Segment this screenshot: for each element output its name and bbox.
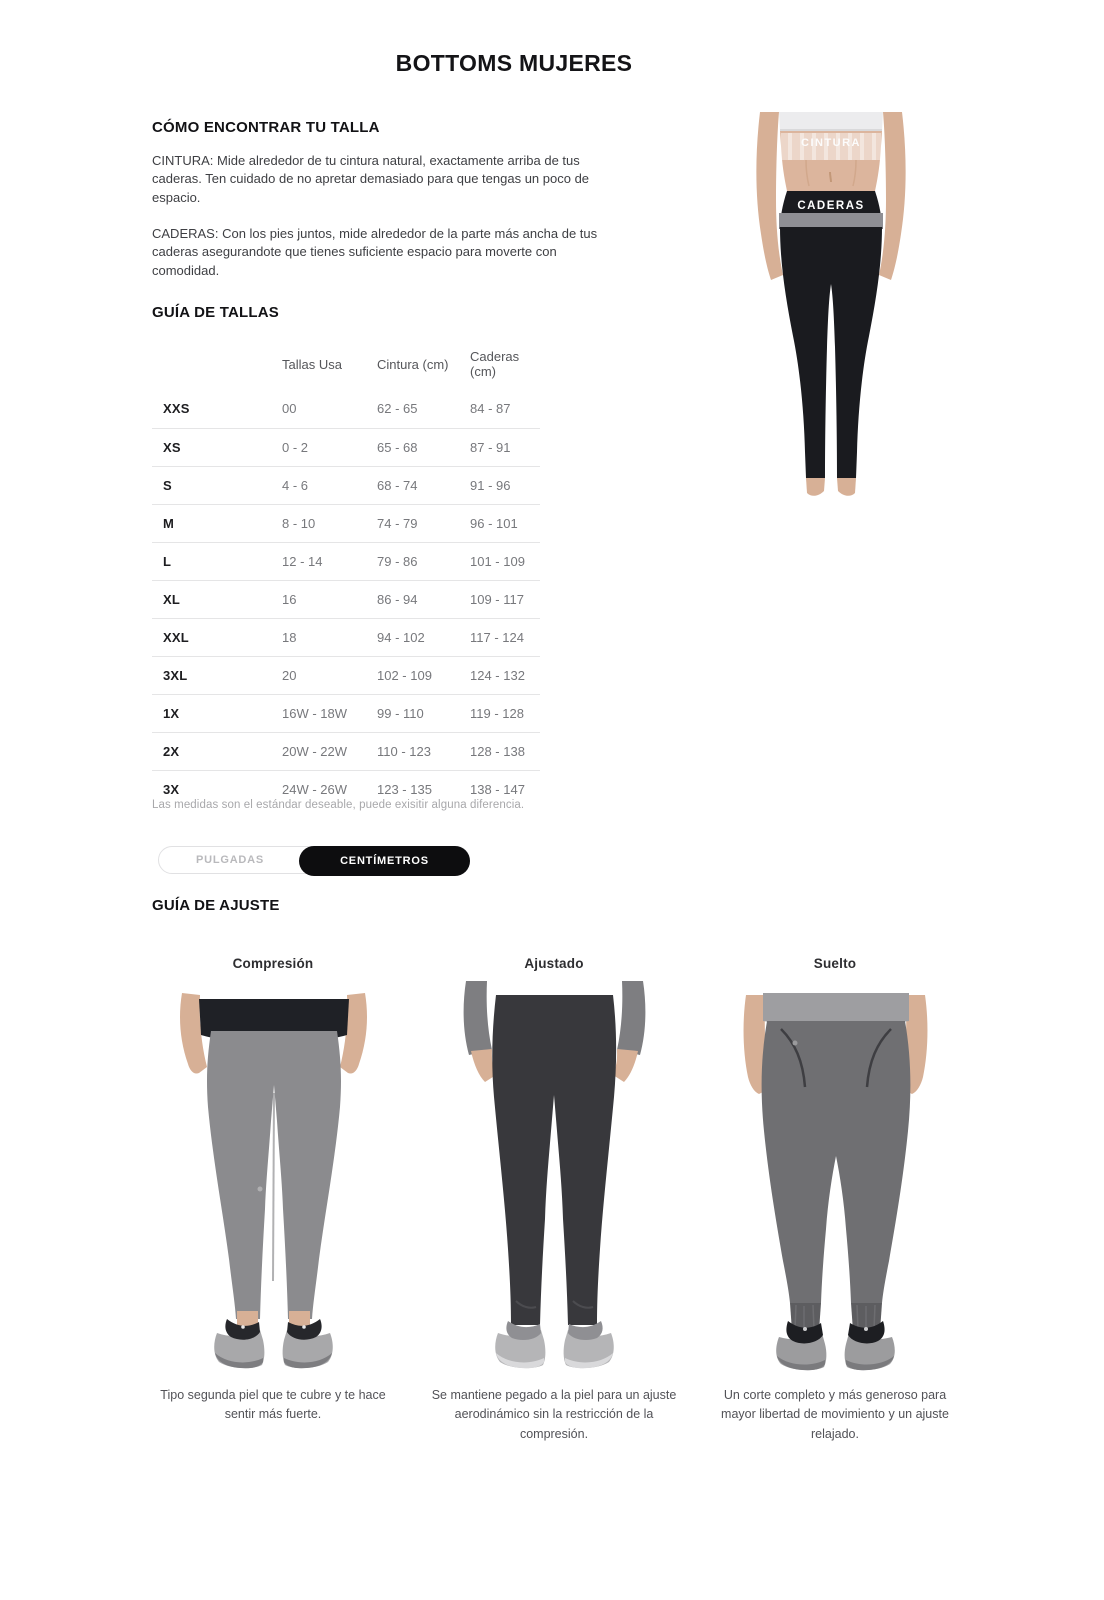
right-shoe-image (282, 1319, 332, 1368)
fit-loose-image (733, 981, 938, 1376)
hips-column-header: Caderas (cm) (470, 349, 520, 379)
waist-value: 62 - 65 (377, 390, 470, 428)
size-table-row (152, 580, 540, 618)
us-size-value: 00 (282, 390, 377, 428)
waist-value: 68 - 74 (377, 466, 470, 504)
hips-value: 87 - 91 (470, 428, 540, 466)
fit-compression-description: Tipo segunda piel que te cubre y te hace sentir más fuerte. (160, 1388, 386, 1422)
left-shoe-image (214, 1319, 264, 1368)
fit-guide-row (138, 956, 970, 1444)
size-label: XXL (152, 618, 282, 656)
waist-column-header: Cintura (cm) (377, 356, 449, 372)
hips-value: 96 - 101 (470, 504, 540, 542)
size-label: L (152, 542, 282, 580)
size-table-row (152, 732, 540, 770)
us-size-value: 18 (282, 618, 377, 656)
waist-value: 102 - 109 (377, 656, 470, 694)
fit-compression-column (138, 956, 408, 1444)
size-label: S (152, 466, 282, 504)
hips-value: 128 - 138 (470, 732, 540, 770)
waist-value: 94 - 102 (377, 618, 470, 656)
size-table-row (152, 618, 540, 656)
size-label: XL (152, 580, 282, 618)
us-size-value: 16W - 18W (282, 694, 377, 732)
fit-fitted-column (419, 956, 689, 1444)
size-label: 3X (163, 781, 180, 797)
size-table-header-row (152, 343, 540, 390)
size-column-header (152, 343, 282, 390)
hips-value: 124 - 132 (470, 656, 540, 694)
hips-value: 138 - 147 (470, 781, 525, 797)
waist-value: 110 - 123 (377, 732, 470, 770)
hips-value: 84 - 87 (470, 390, 540, 428)
size-label: 1X (152, 694, 282, 732)
fit-fitted-label: Ajustado (524, 956, 584, 971)
hips-value: 119 - 128 (470, 694, 540, 732)
waist-value: 86 - 94 (377, 580, 470, 618)
hips-value: 101 - 109 (470, 542, 540, 580)
us-size-value: 4 - 6 (282, 466, 377, 504)
us-size-column-header: Tallas Usa (282, 356, 342, 372)
measurement-figure-image (748, 112, 914, 498)
fit-loose-label: Suelto (813, 956, 857, 971)
right-shoe-image (844, 1321, 894, 1370)
size-label: XS (152, 428, 282, 466)
us-size-value: 20W - 22W (282, 732, 377, 770)
size-table-row (152, 504, 540, 542)
waist-value: 65 - 68 (377, 428, 470, 466)
hips-value: 91 - 96 (470, 466, 540, 504)
size-table-row (152, 656, 540, 694)
fit-fitted-image (452, 981, 657, 1376)
page-title: BOTTOMS MUJERES (395, 50, 633, 76)
size-table-footnote: Las medidas son el estándar deseable, puede exisitir alguna diferencia. (152, 799, 525, 811)
hips-instructions: CADERAS: Con los pies juntos, mide alrededor de la parte más ancha de tus caderas asegurandote que tienes suficiente espacio para moverte con comodidad. (152, 226, 598, 278)
waist-value: 123 - 135 (377, 781, 432, 797)
size-table-row (152, 542, 540, 580)
right-shoe-image (563, 1321, 613, 1368)
size-table-body (152, 390, 540, 808)
fit-compression-label: Compresión (232, 956, 314, 971)
figure-hips-label: CADERAS (797, 200, 865, 212)
us-size-value: 12 - 14 (282, 542, 377, 580)
fit-loose-column (700, 956, 970, 1444)
left-shoe-image (495, 1321, 545, 1368)
fit-loose-description: Un corte completo y más generoso para mayor libertad de movimiento y un ajuste relajado. (721, 1388, 949, 1441)
size-label: M (152, 504, 282, 542)
waist-value: 99 - 110 (377, 694, 470, 732)
size-label: XXS (152, 390, 282, 428)
size-table-row (152, 428, 540, 466)
waist-value: 74 - 79 (377, 504, 470, 542)
size-guide-heading: GUÍA DE TALLAS (152, 304, 279, 321)
size-table (152, 343, 540, 808)
measurement-figure-svg (748, 112, 914, 498)
hips-value: 109 - 117 (470, 580, 540, 618)
waist-instructions: CINTURA: Mide alrededor de tu cintura natural, exactamente arriba de tus caderas. Ten cuidado de no apretar demasiado para que tengas un poco de espacio. (152, 153, 590, 205)
size-table-row (152, 390, 540, 428)
hips-value: 117 - 124 (470, 618, 540, 656)
size-table-row (152, 694, 540, 732)
unit-toggle (158, 846, 470, 874)
figure-waist-label: CINTURA (801, 137, 861, 149)
fit-compression-image (171, 981, 376, 1376)
unit-option-centimetros[interactable]: CENTÍMETROS (299, 846, 470, 876)
us-size-value: 0 - 2 (282, 428, 377, 466)
fit-guide-heading: GUÍA DE AJUSTE (152, 897, 280, 914)
left-shoe-image (776, 1321, 826, 1370)
size-table-row (152, 466, 540, 504)
us-size-value: 24W - 26W (282, 781, 348, 797)
unit-option-pulgadas[interactable]: PULGADAS (195, 854, 265, 866)
size-label: 2X (152, 732, 282, 770)
size-label: 3XL (152, 656, 282, 694)
us-size-value: 16 (282, 580, 377, 618)
fit-fitted-description: Se mantiene pegado a la piel para un ajuste aerodinámico sin la restricción de la compresión. (431, 1388, 677, 1441)
waist-value: 79 - 86 (377, 542, 470, 580)
us-size-value: 8 - 10 (282, 504, 377, 542)
how-to-heading: CÓMO ENCONTRAR TU TALLA (152, 119, 380, 136)
us-size-value: 20 (282, 656, 377, 694)
